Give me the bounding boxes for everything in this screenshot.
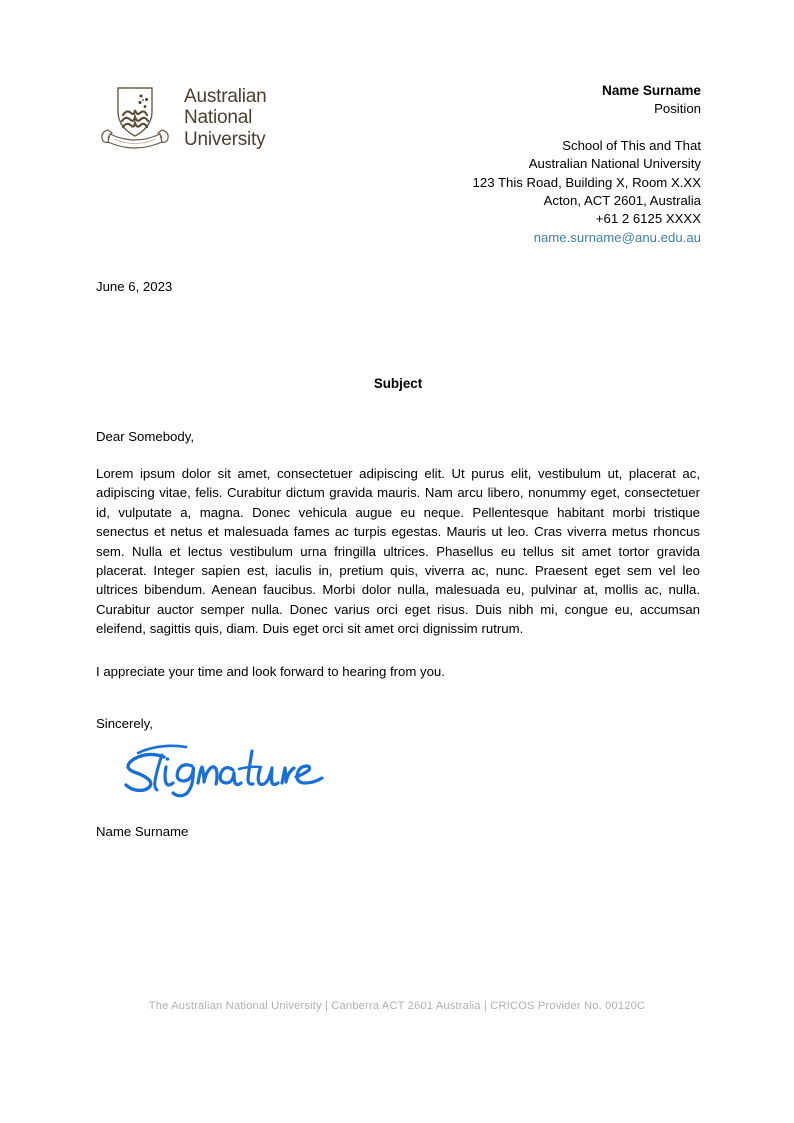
sender-school: School of This and That: [562, 137, 701, 153]
wordmark-line-1: Australian: [184, 85, 267, 107]
contact-spacer: [473, 119, 701, 137]
sender-street: 123 This Road, Building X, Room X.XX: [472, 174, 701, 190]
wordmark-line-2: National: [184, 107, 253, 129]
letterhead: [0, 82, 794, 257]
anu-wordmark: [184, 86, 267, 151]
letter-subject: Subject: [373, 376, 423, 391]
wordmark-line-3: University: [184, 128, 266, 150]
letter-body-paragraph: Lorem ipsum dolor sit amet, consectetuer adipiscing elit. Ut purus elit, vestibulum ut, placerat ac, adipiscing vitae, felis. Curabitur dictum gravida mauris. Nam arcu libero, nonummy eget, consectetuer id, vulputate a, magna. Donec vehicula augue eu neque. Pellentesque habitant morbi tristique senectus et netus et malesuada fames ac turpis egestas. Mauris ut leo. Cras viverra metus rhoncus sem. Nulla et lectus vestibulum urna fringilla ultrices. Phasellus eu tellus sit amet tortor gravida placerat. Integer sapien est, iaculis in, pretium quis, viverra ac, nunc. Praesent eget sem vel leo ultrices bibendum. Aenean faucibus. Morbi dolor nulla, malesuada eu, pulvinar at, mollis ac, nulla. Curabitur auctor semper nulla. Donec varius orci eget risus. Duis nibh mi, congue eu, accumsan eleifend, sagittis quis, diam. Duis eget orci sit amet orci dignissim rutrum.: [96, 466, 700, 637]
sender-email-link[interactable]: name.surname@anu.edu.au: [533, 229, 701, 245]
sender-name: Name Surname: [602, 83, 701, 98]
letter-salutation: Dear Somebody,: [96, 429, 194, 444]
sender-contact-block: [473, 82, 701, 247]
sender-city: Acton, ACT 2601, Australia: [543, 193, 701, 209]
anu-logo: [96, 82, 267, 154]
anu-crest-icon: [96, 82, 174, 154]
letter-closing-note: I appreciate your time and look forward to hearing from you.: [96, 664, 445, 679]
signer-name: Name Surname: [96, 824, 189, 839]
letter-date: June 6, 2023: [96, 279, 173, 294]
sender-phone: +61 2 6125 XXXX: [595, 211, 701, 227]
sender-position: Position: [654, 101, 701, 117]
page-footer: The Australian National University | Canberra ACT 2601 Australia | CRICOS Provider No. 00120C: [148, 1000, 646, 1012]
sender-university: Australian National University: [528, 156, 701, 172]
letter-sign-off: Sincerely,: [96, 716, 153, 731]
